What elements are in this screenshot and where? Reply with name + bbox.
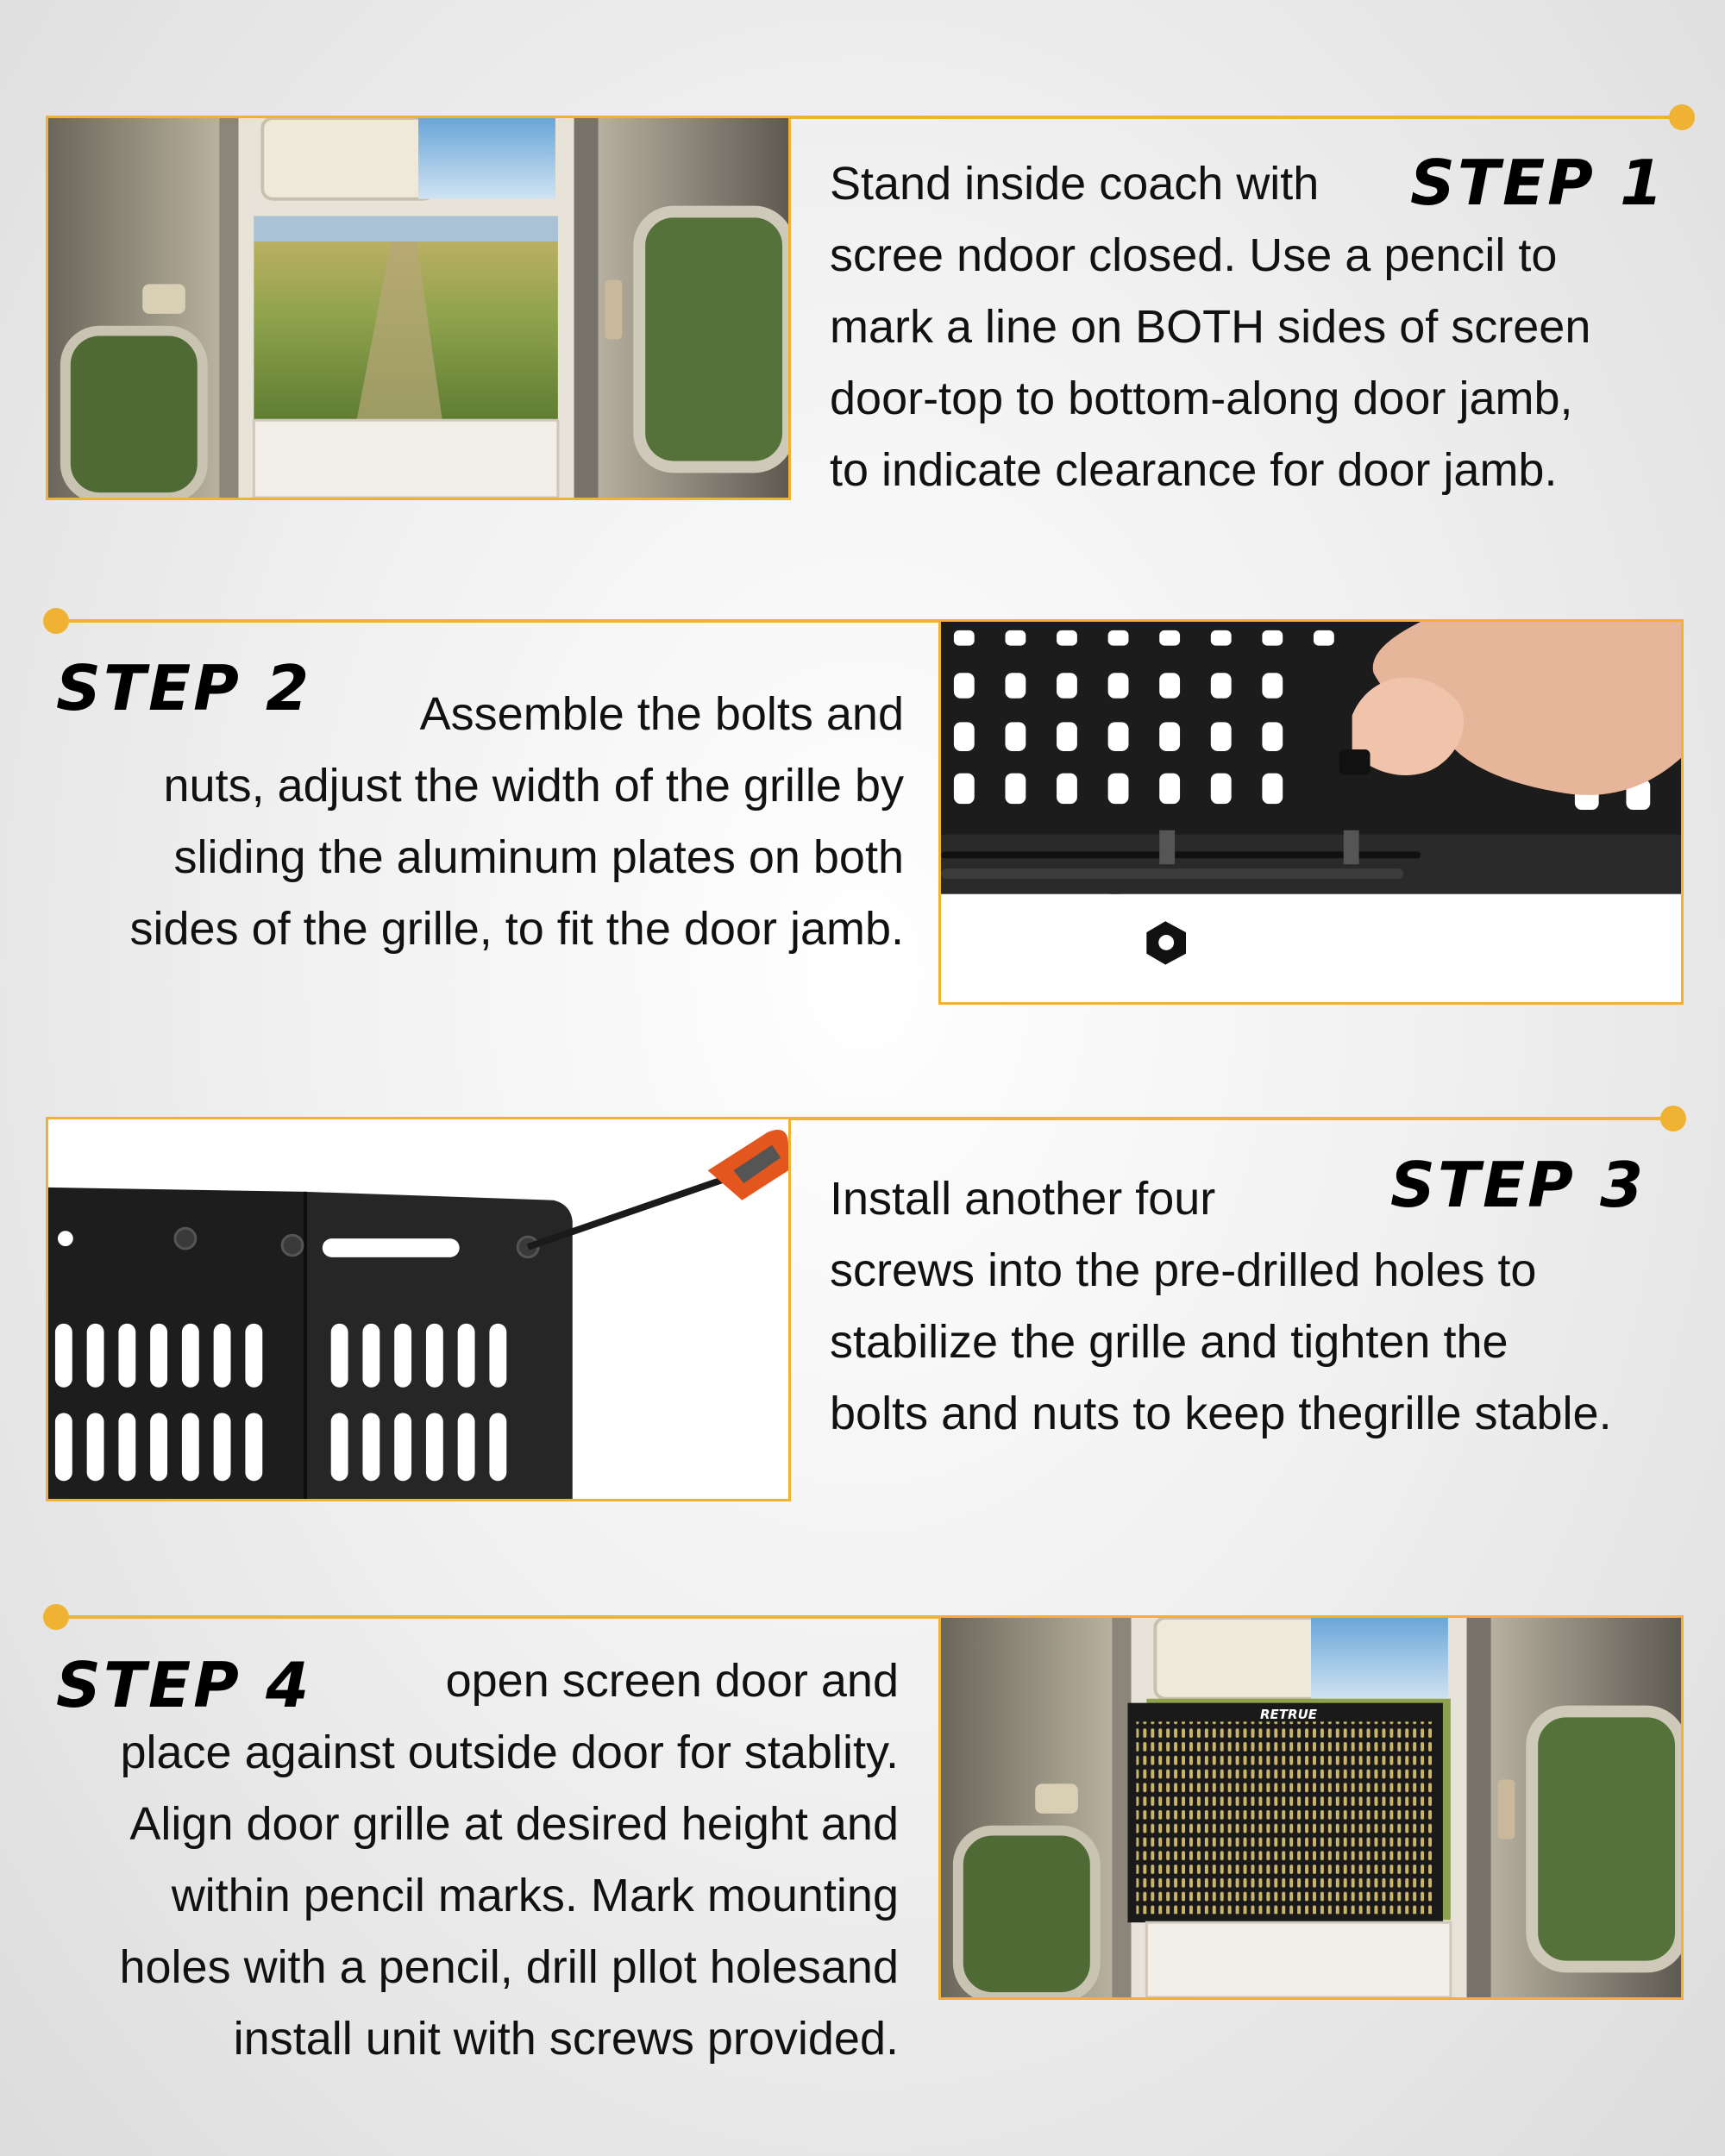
step4-divider-line [53, 1615, 942, 1619]
step3-title: STEP 3 [1390, 1149, 1647, 1221]
step4-description: open screen door and place against outside door for stablity. Align door grille at desired height and within pencil marks. Mark mounting holes with a pencil, drill pllot holesand install unit with screws provided. [119, 1655, 899, 2065]
step3-divider-line [789, 1117, 1678, 1120]
step1-description: Stand inside coach with scree ndoor closed. Use a pencil to mark a line on BOTH sides of screen door-top to bottom-along door jamb, to indicate clearance for door jamb. [830, 158, 1591, 496]
step4-title: STEP 4 [56, 1649, 312, 1721]
step2-title: STEP 2 [56, 652, 312, 724]
step4-photo [938, 1615, 1684, 2000]
step3-photo [46, 1117, 791, 1501]
step4-divider-dot [43, 1604, 69, 1630]
step2-photo [938, 619, 1684, 1005]
step1-title: STEP 1 [1410, 147, 1666, 219]
step1-divider-line [789, 116, 1682, 119]
step2-divider-dot [43, 608, 69, 634]
grille-logo: RETRUE [1260, 1707, 1318, 1722]
step3-divider-dot [1660, 1106, 1686, 1131]
step2-description: Assemble the bolts and nuts, adjust the width of the grille by sliding the aluminum plates on both sides of the grille, to fit the door jamb. [129, 688, 904, 955]
step1-photo [46, 116, 791, 500]
step2-divider-line [53, 619, 942, 623]
step1-divider-dot [1669, 104, 1695, 130]
step3-description: Install another four screws into the pre-drilled holes to stabilize the grille and tighten the bolts and nuts to keep thegrille stable. [830, 1173, 1612, 1439]
